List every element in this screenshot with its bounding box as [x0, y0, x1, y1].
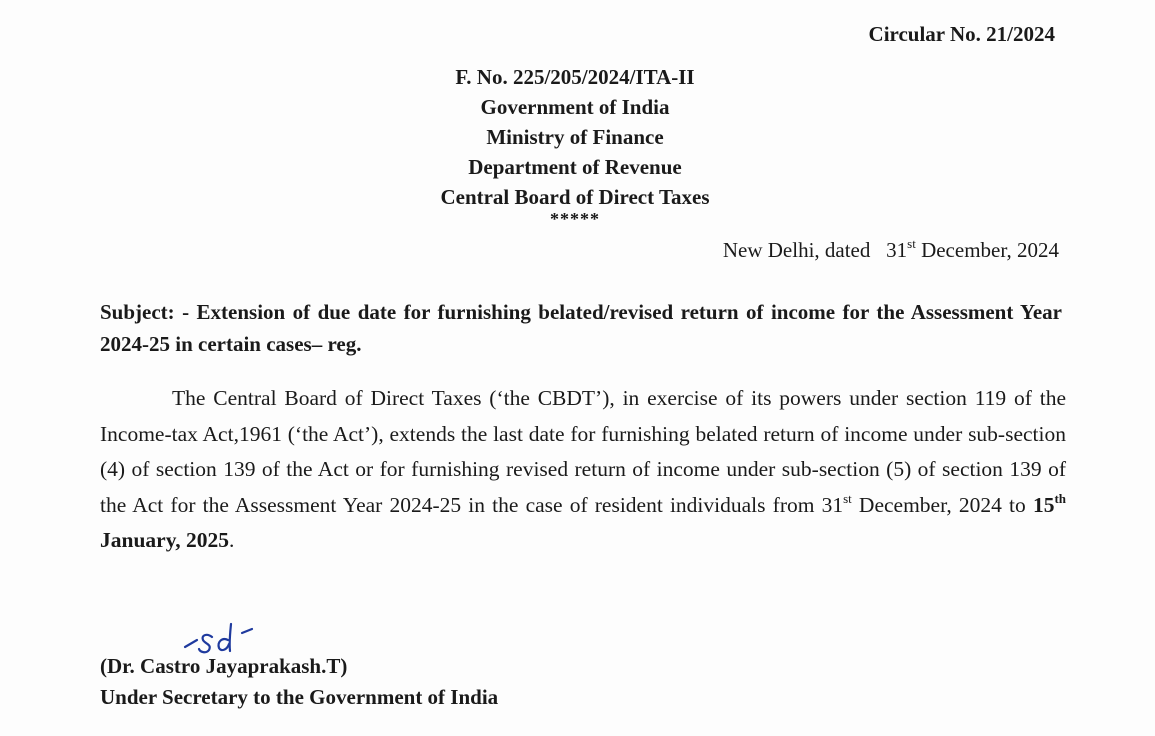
signatory-designation: Under Secretary to the Government of India [100, 685, 499, 709]
body-text-part2: December, 2024 to [851, 492, 1033, 517]
signatory-block [100, 651, 498, 713]
body-text-part1: The Central Board of Direct Taxes (‘the CBDT’), in exercise of its powers under section 119 of the Income-tax Act,1961 (‘the Act’), extends the last date for furnishing belated return of income under sub-section (4) of section 139 of the Act or for furnishing revised return of income under sub-section (5) of section 139 of the Act for the Assessment Year 2024-25 in the case of resident individuals from 31 [100, 386, 1066, 517]
signatory-name: (Dr. Castro Jayaprakash.T) [100, 654, 348, 678]
new-due-day-suffix: th [1054, 490, 1066, 506]
government-name: Government of India [480, 95, 670, 119]
dateline-day: 31 [886, 238, 908, 262]
subject-line: Subject: - Extension of due date for furnishing belated/revised return of income for the Assessment Year 2024-25 in certain cases– reg. [100, 300, 1062, 356]
department-name: Department of Revenue [468, 155, 682, 179]
new-due-month-year: January, 2025 [100, 528, 230, 552]
dateline [723, 238, 1059, 263]
dateline-day-suffix: st [907, 236, 916, 251]
new-due-day: 15 [1032, 492, 1055, 517]
separator-stars: ***** [550, 209, 600, 229]
dateline-month-year: December, 2024 [921, 238, 1059, 262]
ministry-name: Ministry of Finance [486, 125, 664, 149]
board-name: Central Board of Direct Taxes [440, 185, 710, 209]
body-date-suffix: st [843, 490, 852, 506]
dateline-prefix: New Delhi, dated [722, 238, 871, 262]
body-paragraph [100, 381, 1066, 559]
file-number: F. No. 225/205/2024/ITA-II [455, 65, 695, 89]
letterhead [0, 62, 1150, 229]
circular-number: Circular No. 21/2024 [868, 22, 1055, 46]
body-end: . [229, 528, 235, 552]
